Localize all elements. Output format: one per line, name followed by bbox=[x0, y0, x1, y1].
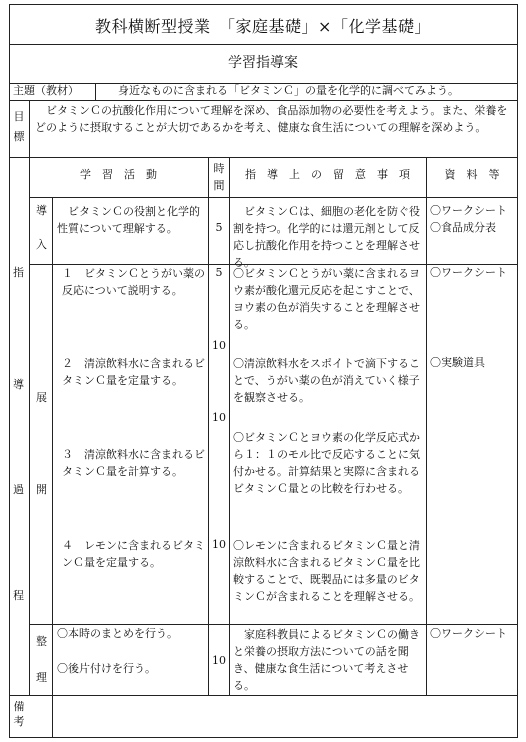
goal-label bbox=[11, 108, 27, 144]
development-time: 10 bbox=[212, 411, 226, 424]
development-notes: 〇清涼飲料水をスポイトで滴下することで、うがい薬の色が消えていく様子を観察させる。 bbox=[233, 357, 420, 404]
header-materials: 資 料 等 bbox=[444, 168, 500, 181]
theme-text: 身近なものに含まれる「ビタミンＣ」の量を化学的に調べてみよう。 bbox=[118, 84, 459, 97]
page-title: 教科横断型授業 「家庭基礎」×「化学基礎」 bbox=[95, 17, 431, 36]
divider bbox=[29, 197, 518, 198]
development-time: 10 bbox=[212, 339, 226, 352]
divider bbox=[9, 157, 518, 158]
summary-activity: 〇本時のまとめを行う。 bbox=[57, 627, 178, 640]
process-label-char: 程 bbox=[13, 589, 24, 602]
goal-label-char: 標 bbox=[13, 130, 25, 143]
divider bbox=[229, 157, 230, 695]
remarks-label bbox=[11, 699, 27, 729]
development-time: 10 bbox=[212, 538, 226, 551]
intro-stage-char: 入 bbox=[36, 238, 47, 251]
divider bbox=[52, 695, 53, 738]
goal-text: ビタミンＣの抗酸化作用について理解を深め、食品添加物の必要性を考えよう。また、栄養をどのように摂取することが大切であるかを考え、健康な食生活についての理解を深めよう。 bbox=[35, 104, 508, 134]
development-notes: 〇ビタミンＣとヨウ素の化学反応式から１：１のモル比で反応することに気付かせる。計算結果と実際に含まれるビタミンＣ量との比較を行わせる。 bbox=[233, 431, 420, 495]
development-material: 〇実験道具 bbox=[430, 356, 485, 369]
summary-activity: 〇後片付けを行う。 bbox=[57, 662, 156, 675]
divider bbox=[9, 44, 518, 45]
development-time: 5 bbox=[215, 266, 223, 279]
development-material: 〇ワークシート bbox=[430, 266, 507, 279]
divider bbox=[95, 83, 96, 100]
development-activity: １ ビタミンＣとうがい薬の反応について説明する。 bbox=[62, 267, 205, 297]
process-label-char: 過 bbox=[13, 483, 24, 496]
summary-stage-char: 理 bbox=[36, 671, 47, 684]
header-time: 時間 bbox=[213, 162, 225, 192]
intro-time: 5 bbox=[215, 221, 223, 234]
theme-label: 主題（教材） bbox=[13, 84, 79, 97]
divider bbox=[29, 100, 30, 157]
development-activity: ２ 清涼飲料水に含まれるビタミンＣ量を定量する。 bbox=[62, 357, 205, 387]
header-notes: 指 導 上 の 留 意 事 項 bbox=[245, 168, 410, 181]
development-stage-char: 開 bbox=[36, 483, 47, 496]
summary-material: 〇ワークシート bbox=[430, 627, 507, 640]
process-label-char: 導 bbox=[13, 378, 24, 391]
page-subtitle: 学習指導案 bbox=[228, 55, 298, 71]
process-label-char: 指 bbox=[13, 266, 24, 279]
development-activity: ４ レモンに含まれるビタミンＣ量を定量する。 bbox=[62, 539, 205, 569]
divider bbox=[29, 624, 518, 625]
divider bbox=[9, 100, 518, 101]
divider bbox=[208, 157, 209, 695]
divider bbox=[426, 157, 427, 695]
intro-material: 〇食品成分表 bbox=[430, 221, 496, 234]
development-stage-char: 展 bbox=[36, 391, 47, 404]
divider bbox=[9, 695, 518, 696]
summary-time: 10 bbox=[212, 654, 226, 667]
remarks-label-char: 考 bbox=[13, 715, 25, 728]
intro-activity: ビタミンＣの役割と化学的性質について理解する。 bbox=[57, 205, 200, 235]
development-notes: 〇ビタミンＣとうがい薬に含まれるヨウ素が酸化還元反応を起こすことで、ヨウ素の色が消失することを理解させる。 bbox=[233, 267, 420, 331]
development-notes: 〇レモンに含まれるビタミンＣ量と清涼飲料水に含まれるビタミンＣ量を比較することで、既製品には多量のビタミンＣが含まれることを理解させる。 bbox=[233, 539, 420, 603]
summary-notes: 家庭科教員によるビタミンＣの働きと栄養の摂取方法についての話を聞き、健康な食生活について考えさせる。 bbox=[233, 628, 420, 692]
intro-stage-char: 導 bbox=[36, 204, 47, 217]
intro-notes: ビタミンＣは、細胞の老化を防ぐ役割を持つ。化学的には還元剤として反応し抗酸化作用を持つことを理解させる。 bbox=[233, 205, 420, 269]
summary-stage-char: 整 bbox=[36, 635, 47, 648]
intro-material: 〇ワークシート bbox=[430, 204, 507, 217]
header-activity: 学 習 活 動 bbox=[80, 168, 157, 181]
divider bbox=[52, 197, 53, 695]
development-activity: ３ 清涼飲料水に含まれるビタミンＣ量を計算する。 bbox=[62, 448, 205, 478]
divider bbox=[29, 157, 30, 695]
remarks-label-char: 備 bbox=[13, 700, 25, 713]
goal-label-char: 目 bbox=[13, 110, 25, 123]
